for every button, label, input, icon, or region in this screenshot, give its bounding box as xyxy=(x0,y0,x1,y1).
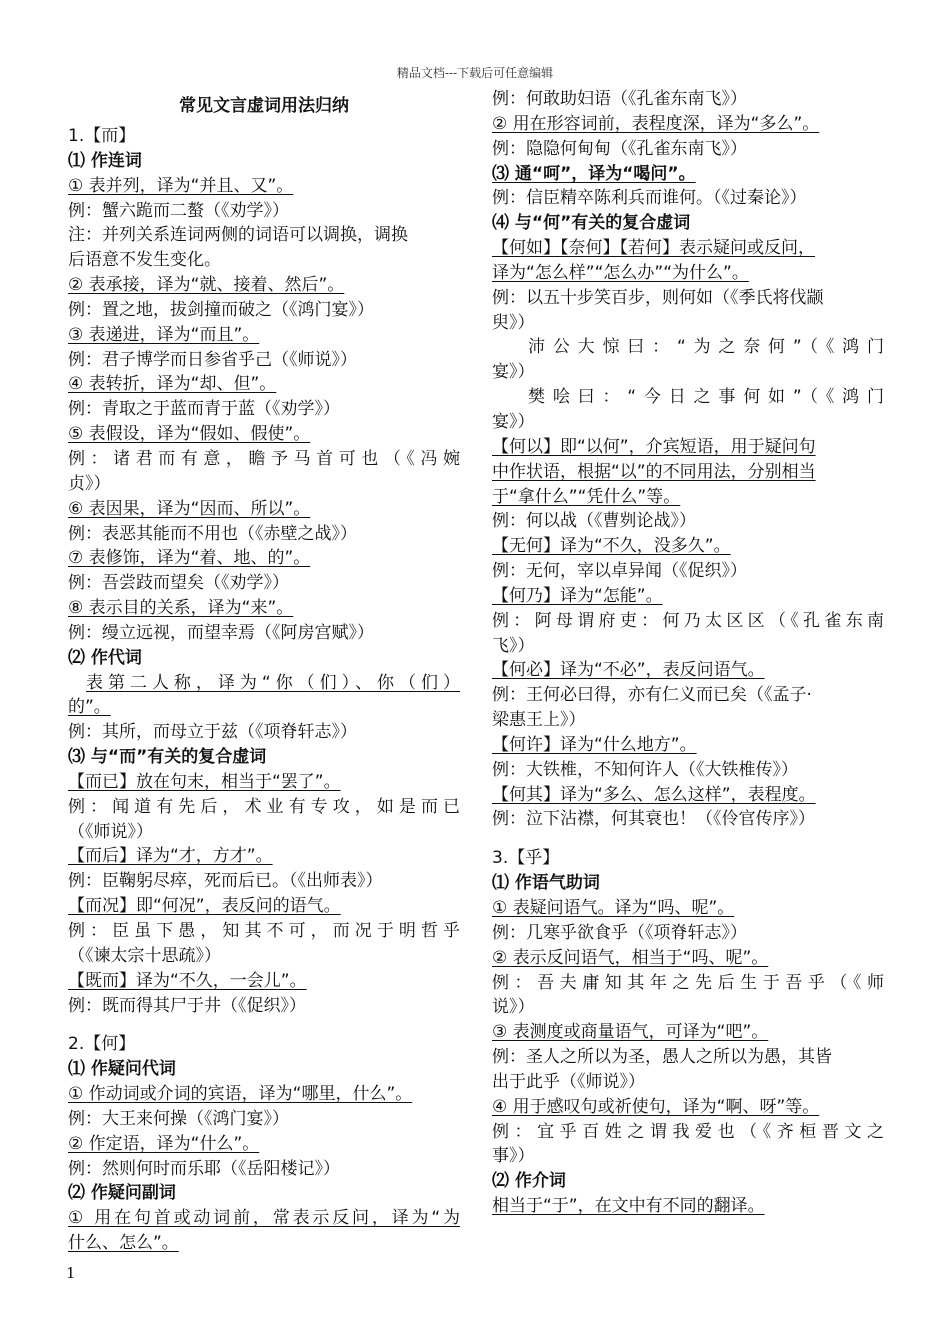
underlined-line xyxy=(68,596,460,621)
underlined-line xyxy=(492,946,884,971)
line-text: 梁惠王上》） xyxy=(492,710,586,731)
text-line xyxy=(68,1157,460,1182)
text-line xyxy=(492,758,884,783)
page-number: 1 xyxy=(66,1264,76,1282)
underlined-line xyxy=(492,236,884,261)
text-line xyxy=(68,397,460,422)
line-text: 【而已】放在句末，相当于“罢了”。 xyxy=(68,771,341,792)
text-line xyxy=(492,971,884,996)
text-line xyxy=(492,186,884,211)
line-text: ⑴ 作语气助词 xyxy=(492,873,600,894)
line-text: 例：大铁椎，不知何许人（《大铁椎传》） xyxy=(492,759,798,780)
line-text: 例：几寒乎欲食乎（《项脊轩志》） xyxy=(492,922,747,943)
line-text: 例：阿母谓府吏：何乃太区区（《孔雀东南 xyxy=(492,610,884,631)
line-text: （《谏太宗十思疏》） xyxy=(68,945,221,966)
line-text: ⑵ 作介词 xyxy=(492,1171,566,1192)
underlined-line xyxy=(68,372,460,397)
text-line xyxy=(492,708,884,733)
text-line xyxy=(68,447,460,472)
line-text: 【无何】译为“不久，没多久”。 xyxy=(492,536,731,557)
line-text: 例：无何，宰以卓异闻（《促织》） xyxy=(492,561,747,582)
line-text: 臾》） xyxy=(492,312,535,333)
line-text: ① 用在句首或动词前，常表示反问，译为“为 xyxy=(68,1208,460,1229)
line-text: 例：君子博学而日参省乎己（《师说》） xyxy=(68,349,357,370)
line-text: ⑵ 作疑问副词 xyxy=(68,1183,176,1204)
line-text: 沛公大惊曰：“为之奈何”（《鸿门 xyxy=(528,337,884,358)
line-text: 例：诸君而有意，瞻予马首可也（《冯婉 xyxy=(68,448,460,469)
line-text: ⑴ 作疑问代词 xyxy=(68,1059,176,1080)
page-header: 精品文档---下载后可任意编辑 xyxy=(396,66,554,80)
line-text: 樊哙曰：“今日之事何如”（《鸿门 xyxy=(528,387,884,408)
line-text: 3.【乎】 xyxy=(492,848,560,869)
line-text: 事》） xyxy=(492,1146,535,1167)
text-line xyxy=(68,944,460,969)
line-text: 例：王何必曰得，亦有仁义而已矣（《孟子· xyxy=(492,685,812,706)
line-text: 例：臣虽下愚，知其不可，而况于明哲乎 xyxy=(68,921,460,941)
line-text: 例：青取之于蓝而青于蓝（《劝学》） xyxy=(68,399,340,420)
line-text: 【而后】译为“才，方才”。 xyxy=(68,846,273,867)
line-text: 宴》） xyxy=(492,411,535,432)
underlined-line xyxy=(492,485,884,510)
line-text: 什么、怎么”。 xyxy=(68,1233,179,1254)
underlined-line xyxy=(492,460,884,485)
line-text: 【何其】译为“多么、怎么这样”，表程度。 xyxy=(492,784,816,805)
underlined-line xyxy=(68,1231,460,1256)
line-text: 例：大王来何操（《鸿门宴》） xyxy=(68,1108,289,1129)
line-text: 例：信臣精卒陈利兵而谁何。（《过秦论》） xyxy=(492,188,807,209)
section-heading xyxy=(492,1169,884,1194)
text-line xyxy=(68,820,460,845)
text-line xyxy=(68,199,460,224)
line-text: 出于此乎（《师说》） xyxy=(492,1071,645,1092)
line-text: 贞》） xyxy=(68,473,111,494)
line-text: 【何必】译为“不必”，表反问语气。 xyxy=(492,660,765,681)
line-text: 【既而】译为“不久，一会儿”。 xyxy=(68,970,307,991)
underlined-line xyxy=(68,323,460,348)
text-line xyxy=(492,683,884,708)
underlined-line xyxy=(68,969,460,994)
right-column xyxy=(492,87,884,1219)
line-text: ③ 表递进，译为“而且”。 xyxy=(68,324,260,345)
line-text: ⑦ 表修饰，译为“着、地、的”。 xyxy=(68,548,311,569)
text-line xyxy=(492,807,884,832)
text-line xyxy=(68,223,460,248)
text-line xyxy=(68,1107,460,1132)
line-text: ② 表承接，译为“就、接着、然后”。 xyxy=(68,275,345,296)
section-heading xyxy=(68,1057,460,1082)
text-line xyxy=(492,311,884,336)
line-text: ① 表并列，译为“并且、又”。 xyxy=(68,175,294,196)
text-line xyxy=(68,472,460,497)
underlined-line xyxy=(492,1194,884,1219)
section-heading xyxy=(68,149,460,174)
line-text: 例：以五十步笑百步，则何如（《季氏将伐颛 xyxy=(492,287,824,308)
underlined-line xyxy=(68,695,460,720)
line-text: 于“拿什么”“凭什么”等。 xyxy=(492,486,681,507)
line-text: 例：其所，而母立于兹（《项脊轩志》） xyxy=(68,722,357,743)
line-text: 中作状语，根据“以”的不同用法，分别相当 xyxy=(492,461,816,482)
underlined-line xyxy=(492,896,884,921)
underlined-line xyxy=(492,783,884,808)
underlined-line xyxy=(68,1132,460,1157)
line-text: 说》） xyxy=(492,997,535,1018)
line-text: ⑤ 表假设，译为“假如、假使”。 xyxy=(68,424,311,445)
line-text: 的”。 xyxy=(68,697,111,718)
underlined-line xyxy=(492,534,884,559)
text-line xyxy=(492,509,884,534)
line-text: 后语意不发生变化。 xyxy=(68,250,221,271)
line-text: 例：隐隐何甸甸（《孔雀东南飞》） xyxy=(492,138,747,159)
line-text: 2.【何】 xyxy=(68,1034,136,1055)
line-text: ① 作动词或介词的宾语，译为“哪里，什么”。 xyxy=(68,1084,413,1105)
text-line xyxy=(68,571,460,596)
text-line xyxy=(492,559,884,584)
line-text: 例：吾夫庸知其年之先后生于吾乎（《师 xyxy=(492,972,884,993)
text-line xyxy=(68,919,460,944)
text-line xyxy=(492,87,884,112)
text-line xyxy=(492,921,884,946)
line-text: 例：然则何时而乐耶（《岳阳楼记》） xyxy=(68,1158,340,1179)
text-line xyxy=(492,609,884,634)
line-text: 例：置之地，拔剑撞而破之（《鸿门宴》） xyxy=(68,299,374,320)
line-text: ② 用在形容词前，表程度深，译为“多么”。 xyxy=(492,113,820,134)
line-text: （《师说》） xyxy=(68,821,153,842)
line-text: 例：泣下沾襟，何其衰也！（《伶官传序》） xyxy=(492,809,815,830)
text-line xyxy=(68,795,460,820)
text-line xyxy=(492,634,884,659)
line-text: 例：何以战（《曹刿论战》） xyxy=(492,511,696,532)
text-line xyxy=(492,385,884,410)
line-text: ⑧ 表示目的关系，译为“来”。 xyxy=(68,598,294,619)
text-line xyxy=(492,410,884,435)
section-heading xyxy=(68,745,460,770)
text-line xyxy=(492,995,884,1020)
underlined-line xyxy=(68,422,460,447)
underlined-line xyxy=(68,894,460,919)
line-text: 例：既而得其尸于井（《促织》） xyxy=(68,995,306,1016)
entry-heading xyxy=(492,846,884,871)
line-text: 例：吾尝跂而望矣（《劝学》） xyxy=(68,573,289,594)
line-text: ⑷ 与“何”有关的复合虚词 xyxy=(492,213,691,234)
section-heading xyxy=(492,871,884,896)
line-text: 例：何敢助妇语（《孔雀东南飞》） xyxy=(492,89,747,109)
line-text: 【何许】译为“什么地方”。 xyxy=(492,734,697,755)
entry-heading xyxy=(68,1032,460,1057)
line-text: 例：蟹六跪而二螯（《劝学》） xyxy=(68,200,289,221)
underlined-line xyxy=(492,733,884,758)
line-text: 例：表恶其能而不用也（《赤壁之战》） xyxy=(68,523,357,544)
line-text: 表第二人称，译为“你（们）、你（们） xyxy=(86,672,460,693)
text-line xyxy=(68,248,460,273)
left-column xyxy=(68,124,460,1256)
underlined-line xyxy=(492,1095,884,1120)
line-text: 【而况】即“何况”，表反问的语气。 xyxy=(68,896,341,917)
underlined-line xyxy=(492,658,884,683)
line-text: 【何以】即“以何”，介宾短语，用于疑问句 xyxy=(492,436,816,457)
underlined-line xyxy=(68,174,460,199)
text-line xyxy=(492,1120,884,1145)
underlined-line xyxy=(68,546,460,571)
text-line xyxy=(68,298,460,323)
text-line xyxy=(68,522,460,547)
underlined-line xyxy=(492,261,884,286)
line-text: 例：圣人之所以为圣，愚人之所以为愚，其皆 xyxy=(492,1047,832,1068)
line-text: 例：闻道有先后，术业有专攻，如是而已 xyxy=(68,796,460,817)
text-line xyxy=(492,286,884,311)
text-line xyxy=(492,360,884,385)
line-text: 【何如】【奈何】【若何】表示疑问或反问， xyxy=(492,238,815,259)
underlined-line xyxy=(492,1020,884,1045)
line-text: 注：并列关系连词两侧的词语可以调换，调换 xyxy=(68,225,408,246)
text-line xyxy=(68,869,460,894)
line-text: 例：缦立远视，而望幸焉（《阿房宫赋》） xyxy=(68,622,374,643)
underlined-line xyxy=(492,435,884,460)
underlined-line xyxy=(68,770,460,795)
underlined-line xyxy=(492,584,884,609)
section-heading xyxy=(68,646,460,671)
line-text: ⑶ 通“呵”，译为“喝问”。 xyxy=(492,163,696,184)
line-text: 例：臣鞠躬尽瘁，死而后已。（《出师表》） xyxy=(68,871,383,892)
line-text: 相当于“于”，在文中有不同的翻译。 xyxy=(492,1196,765,1217)
line-text: ③ 表测度或商量语气，可译为“吧”。 xyxy=(492,1022,769,1043)
text-line xyxy=(68,348,460,373)
underlined-line xyxy=(492,162,884,187)
line-text: ① 表疑问语气。译为“吗、呢”。 xyxy=(492,898,735,918)
line-text: 1.【而】 xyxy=(68,126,136,146)
text-line xyxy=(68,124,460,149)
text-line xyxy=(492,335,884,360)
section-heading xyxy=(68,1181,460,1206)
underlined-line xyxy=(68,273,460,298)
text-line xyxy=(492,1070,884,1095)
underlined-line xyxy=(68,1082,460,1107)
text-line xyxy=(68,621,460,646)
text-line xyxy=(492,137,884,162)
text-line xyxy=(68,720,460,745)
line-text: ⑴ 作连词 xyxy=(68,150,142,171)
line-text: ⑶ 与“而”有关的复合虚词 xyxy=(68,747,267,768)
underlined-line xyxy=(68,1206,460,1231)
line-text: ⑥ 表因果，译为“因而、所以”。 xyxy=(68,498,311,519)
section-heading xyxy=(492,211,884,236)
line-text: 译为“怎么样”“怎么办”“为什么”。 xyxy=(492,262,749,283)
line-text: 宴》） xyxy=(492,362,535,383)
underlined-line xyxy=(492,112,884,137)
text-line xyxy=(492,1144,884,1169)
underlined-line xyxy=(68,844,460,869)
line-text: ② 表示反问语气，相当于“吗、呢”。 xyxy=(492,947,769,968)
line-text: 【何乃】译为“怎能”。 xyxy=(492,585,663,606)
underlined-line xyxy=(68,497,460,522)
text-line xyxy=(68,994,460,1019)
line-text: ④ 表转折，译为“却、但”。 xyxy=(68,374,277,395)
line-text: 例：宜乎百姓之谓我爱也（《齐桓晋文之 xyxy=(492,1121,884,1142)
line-text: 飞》） xyxy=(492,635,535,656)
line-text: ② 作定语，译为“什么”。 xyxy=(68,1133,260,1154)
line-text: ④ 用于感叹句或祈使句，译为“啊、呀”等。 xyxy=(492,1096,820,1117)
document-title: 常见文言虚词用法归纳 xyxy=(179,96,349,116)
underlined-line xyxy=(68,671,460,696)
text-line xyxy=(492,1045,884,1070)
line-text: ⑵ 作代词 xyxy=(68,647,142,668)
